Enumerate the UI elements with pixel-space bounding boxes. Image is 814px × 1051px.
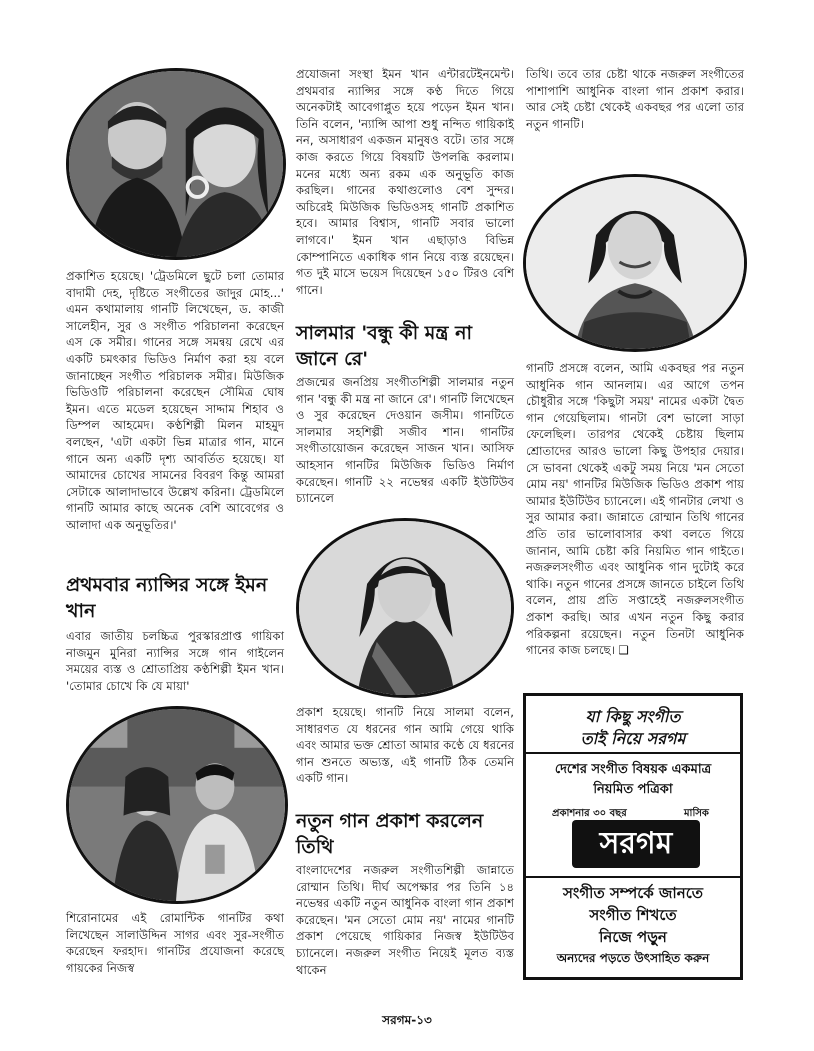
column-right-top bbox=[526, 66, 744, 132]
ad-line-5: সংগীত সম্পর্কে জানতে bbox=[562, 884, 703, 902]
column-middle-top bbox=[296, 66, 514, 298]
page-footer: সরগম-১৩ bbox=[382, 1013, 432, 1027]
photo-salma bbox=[296, 518, 514, 698]
column-middle-lower bbox=[296, 704, 514, 787]
ad-monthly: মাসিক bbox=[684, 808, 709, 819]
ad-divider bbox=[526, 752, 740, 754]
article-paragraph: এবার জাতীয় চলচ্চিত্র পুরস্কারপ্রাপ্ত গায়িকা নাজমুন মুনিরা ন্যান্সির সঙ্গে গান গাইলেন সময়ের ব্যস্ত ও শ্রোতাপ্রিয় কণ্ঠশিল্পী ইমন খান। 'তোমার চোখে কি যে মায়া' bbox=[66, 629, 284, 693]
photo-tithi bbox=[523, 174, 747, 352]
column-left-top bbox=[66, 268, 284, 534]
article-paragraph: শিরোনামের এই রোমান্টিক গানটির কথা লিখেছেন সালাউদ্দিন সাগর এবং সুর-সংগীত করেছেন ফরহাদ। গানটির প্রযোজনা করেছে গায়কের নিজস্ব bbox=[66, 911, 284, 975]
article-paragraph: তিথি। তবে তার চেষ্টা থাকে নজরুল সংগীতের পাশাপাশি আধুনিক বাংলা গান প্রকাশ করার। আর সেই চেষ্টা থেকেই একবছর পর এলো তার নতুন গানটি। bbox=[526, 67, 744, 131]
ad-line-7: নিজে পড়ুন bbox=[599, 928, 667, 946]
article-paragraph: প্রকাশিত হয়েছে। 'ট্রেডমিলে ছুটে চলা তোমার বাদামী দেহ, দৃষ্টিতে সংগীতের জাদুর মোহ...' এমন কথামালায় গানটি লিখেছেন, ড. কাজী সালেহীন, সুর ও সংগীত পরিচালনা করেছেন এস কে সমীর। গানের সঙ্গে সমন্বয় রেখে এর একটি চমৎকার ভিডিও নির্মাণ করা হয় বলে জানাচ্ছেন সংগীত পরিচালক সমীর। মিউজিক ভিডিওটি পরিচালনা করেছেন সৌমিত্র ঘোষ ইমন। এতে মডেল হয়েছেন সাদ্দাম শিহাব ও ডিম্পল আহমেদ। কণ্ঠশিল্পী মিলন মাহমুদ বলছেন, 'এটা একটা ভিন্ন মাত্রার গান, মানে গানে অন্য একটি দৃশ্য আবর্তিত হয়েছে। যা আমাদের চোখের সামনের বিবরণ কিন্তু আমরা সেটাকে আলাদাভাবে উল্লেখ করিনা। ট্রেডমিলে গানটি আমার কাছে অনেক বেশি আবেগের ও আলাদা এক অনুভূতির।' bbox=[66, 269, 284, 532]
column-left-mid bbox=[66, 628, 284, 694]
ad-years: প্রকাশনার ৩০ বছর bbox=[552, 808, 627, 819]
sargam-advertisement bbox=[523, 693, 743, 980]
column-left-bottom bbox=[66, 910, 284, 976]
heading-tithi-song: নতুন গান প্রকাশ করলেন তিথি bbox=[296, 810, 484, 858]
ad-line-2: তাই নিয়ে সরগম bbox=[580, 729, 686, 748]
photo-duo-studio bbox=[66, 706, 288, 904]
article-paragraph: প্রকাশ হয়েছে। গানটি নিয়ে সালমা বলেন, সাধারণত যে ধরনের গান আমি গেয়ে থাকি এবং আমার ভক্ত শ্রোতা আমার কণ্ঠে যে ধরনের গান শুনতে অভ্যস্ত, এই গানটি ঠিক তেমনি একটি গান। bbox=[296, 705, 514, 786]
column-middle-mid bbox=[296, 374, 514, 507]
column-right-main bbox=[526, 360, 744, 659]
column-middle-bottom bbox=[296, 862, 514, 978]
sargam-logo: সরগম bbox=[572, 820, 700, 868]
ad-line-1: যা কিছু সংগীত bbox=[585, 707, 681, 726]
ad-divider-2 bbox=[526, 876, 740, 878]
heading-salma-song: সালমার 'বন্ধু কী মন্ত্র না জানে রে' bbox=[296, 322, 472, 370]
heading-nancy-emon: প্রথমবার ন্যান্সির সঙ্গে ইমন খান bbox=[66, 574, 268, 622]
ad-line-3: দেশের সংগীত বিষয়ক একমাত্র bbox=[554, 762, 712, 777]
ad-line-8: অন্যদের পড়তে উৎসাহিত করুন bbox=[556, 951, 710, 965]
article-paragraph: গানটি প্রসঙ্গে বলেন, আমি একবছর পর নতুন আধুনিক গান আনলাম। এর আগে তপন চৌধুরীর সঙ্গে 'কিছুটা সময়' নামের একটা দ্বৈত গান গেয়েছিলাম। গানটা বেশ ভালো সাড়া ফেলেছিল। তারপর থেকেই চেষ্টায় ছিলাম শ্রোতাদের আরও ভালো কিছু উপহার দেয়ার। সে ভাবনা থেকেই একটু সময় নিয়ে 'মন সেতো মোম নয়' গানটির মিউজিক ভিডিও প্রকাশ পায় আমার ইউটিউব চ্যানেলে। এই গানটার লেখা ও সুর আমার করা। জান্নাতে রোম্মান তিথি গানের প্রতি তার ভালোবাসার কথা বলতে গিয়ে জানান, আমি চেষ্টা করি নিয়মিত গান গাইতে। নজরুলসংগীত এবং আধুনিক গান দুটোই করে থাকি। নতুন গানের প্রসঙ্গে জানতে চাইলে তিথি বলেন, প্রায় প্রতি সপ্তাহেই নজরুলসংগীত প্রকাশ করছি। আর এখন নতুন কিছু করার পরিকল্পনা রয়েছেন। নতুন তিনটা আধুনিক গানের কাজ চলছে। ❑ bbox=[526, 361, 744, 658]
article-paragraph: বাংলাদেশের নজরুল সংগীতশিল্পী জান্নাতে রোম্মান তিথি। দীর্ঘ অপেক্ষার পর তিনি ১৪ নভেম্বর একটি নতুন আধুনিক বাংলা গান প্রকাশ করেছেন। 'মন সেতো মোম নয়' নামের গানটি প্রকাশ পেয়েছে গায়িকার নিজস্ব ইউটিউব চ্যানেলে। নজরুল সংগীত নিয়েই মূলত ব্যস্ত থাকেন bbox=[296, 863, 514, 977]
article-paragraph: প্রযোজনা সংস্থা ইমন খান এন্টারটেইনমেন্ট। প্রথমবার ন্যান্সির সঙ্গে কণ্ঠ দিতে গিয়ে অনেকটাই আবেগাপ্লুত হয়ে পড়েন ইমন খান। তিনি বলেন, 'ন্যান্সি আপা শুধু নন্দিত গায়িকাই নন, অসাধারণ একজন মানুষও বটে। তার সঙ্গে কাজ করতে গিয়ে বিষয়টি উপলব্ধি করলাম। মনের মধ্যে অন্য রকম এক অনুভূতি কাজ করছিল। গানের কথাগুলোও বেশ সুন্দর। অচিরেই মিউজিক ভিডিওসহ গানটি প্রকাশিত হবে। আমার বিশ্বাস, গানটি সবার ভালো লাগবে।' ইমন খান এছাড়াও বিভিন্ন কোম্পানিতে একাধিক গান নিয়ে ব্যস্ত রয়েছেন। গত দুই মাসে ভয়েস দিয়েছেন ১৫০ টিরও বেশি গানে। bbox=[296, 67, 514, 297]
ad-line-4: নিয়মিত পত্রিকা bbox=[593, 782, 673, 797]
ad-line-6: সংগীত শিখতে bbox=[589, 906, 677, 924]
photo-couple-singers bbox=[66, 68, 286, 260]
article-paragraph: প্রজন্মের জনপ্রিয় সংগীতশিল্পী সালমার নতুন গান 'বন্ধু কী মন্ত্র না জানে রে'। গানটি লিখেছেন ও সুর করেছেন দেওয়ান জসীম। গানটিতে সালমার সহশিল্পী সজীব শান। গানটির সংগীতায়োজন করেছেন সাজন খান। আসিফ আহসান গানটির মিউজিক ভিডিও নির্মাণ করেছেন। গানটি ২২ নভেম্বর একটি ইউটিউব চ্যানেলে bbox=[296, 375, 514, 506]
